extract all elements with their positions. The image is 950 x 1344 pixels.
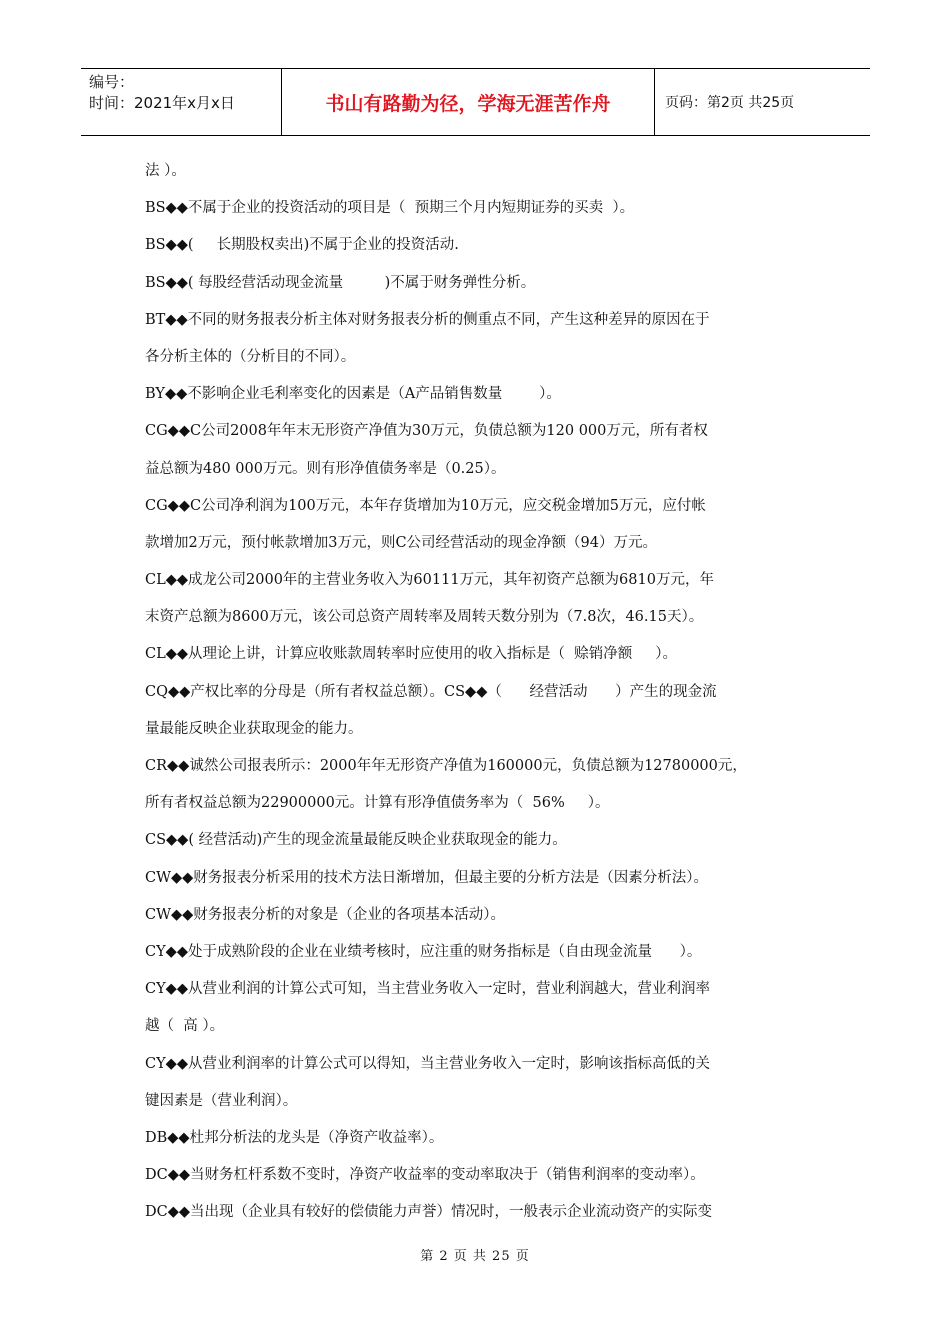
- text-line: CY◆◆从营业利润率的计算公式可以得知，当主营业务收入一定时，影响该指标高低的关: [145, 1055, 710, 1072]
- page-header: [81, 68, 870, 136]
- text-line: BT◆◆不同的财务报表分析主体对财务报表分析的侧重点不同，产生这种差异的原因在于: [145, 311, 710, 328]
- text-line: BS◆◆( 每股经营活动现金流量 )不属于财务弹性分析。: [145, 274, 536, 291]
- document-date-label: 时间：2021年x月x日: [89, 94, 235, 112]
- text-line: BS◆◆( 长期股权卖出)不属于企业的投资活动.: [145, 237, 459, 254]
- text-line: CW◆◆财务报表分析采用的技术方法日渐增加，但最主要的分析方法是（因素分析法）。: [145, 869, 709, 886]
- text-line: CR◆◆诚然公司报表所示：2000年年无形资产净值为160000元，负债总额为12780000元，: [145, 758, 747, 774]
- text-line: CG◆◆C公司2008年年末无形资产净值为30万元，负债总额为120 000万元，所有者权: [145, 423, 708, 440]
- text-line: 所有者权益总额为22900000元。计算有形净值债务率为（ 56% ）。: [145, 795, 610, 812]
- text-line: DC◆◆当出现（企业具有较好的偿债能力声誉）情况时，一般表示企业流动资产的实际变: [145, 1204, 713, 1221]
- header-meta: [81, 69, 282, 135]
- text-line: CY◆◆处于成熟阶段的企业在业绩考核时，应注重的财务指标是（自由现金流量 ）。: [145, 943, 702, 960]
- text-line: CG◆◆C公司净利润为100万元，本年存货增加为10万元，应交税金增加5万元，应付帐: [145, 497, 706, 514]
- text-line: 益总额为480 000万元。则有形净值债务率是（0.25）。: [145, 460, 506, 477]
- text-line: 法 ）。: [145, 163, 186, 179]
- text-line: DB◆◆杜邦分析法的龙头是（净资产收益率）。: [145, 1129, 444, 1146]
- document-body: [145, 153, 811, 1231]
- text-line: CQ◆◆产权比率的分母是（所有者权益总额）。CS◆◆（ 经营活动 ）产生的现金流: [145, 683, 717, 700]
- text-line: 末资产总额为8600万元，该公司总资产周转率及周转天数分别为（7.8次，46.15天）。: [145, 609, 704, 626]
- text-line: CS◆◆( 经营活动)产生的现金流量最能反映企业获取现金的能力。: [145, 832, 567, 849]
- text-line: BS◆◆不属于企业的投资活动的项目是（ 预期三个月内短期证券的买卖 ）。: [145, 200, 635, 217]
- header-motto: 书山有路勤为径，学海无涯苦作舟: [282, 69, 655, 135]
- text-line: 量最能反映企业获取现金的能力。: [145, 720, 363, 737]
- header-page-info: 页码：第2页 共25页: [665, 95, 795, 111]
- text-line: CL◆◆成龙公司2000年的主营业务收入为60111万元，其年初资产总额为6810万元，年: [145, 572, 714, 589]
- text-line: 键因素是（营业利润）。: [145, 1092, 298, 1109]
- document-number-label: 编号：: [89, 73, 135, 91]
- text-line: 各分析主体的（分析目的不同）。: [145, 348, 356, 365]
- text-line: CY◆◆从营业利润的计算公式可知，当主营业务收入一定时，营业利润越大，营业利润率: [145, 981, 710, 998]
- text-line: BY◆◆不影响企业毛利率变化的因素是（A产品销售数量 ）。: [145, 386, 561, 403]
- text-line: CW◆◆财务报表分析的对象是（企业的各项基本活动）。: [145, 906, 506, 923]
- page-footer: 第 2 页 共 25 页: [420, 1249, 530, 1264]
- text-line: 越（ 高 ）。: [145, 1018, 225, 1035]
- text-line: DC◆◆当财务杠杆系数不变时，净资产收益率的变动率取决于（销售利润率的变动率）。: [145, 1167, 705, 1184]
- text-line: CL◆◆从理论上讲，计算应收账款周转率时应使用的收入指标是（ 赊销净额 ）。: [145, 646, 678, 663]
- text-line: 款增加2万元，预付帐款增加3万元，则C公司经营活动的现金净额（94）万元。: [145, 534, 657, 551]
